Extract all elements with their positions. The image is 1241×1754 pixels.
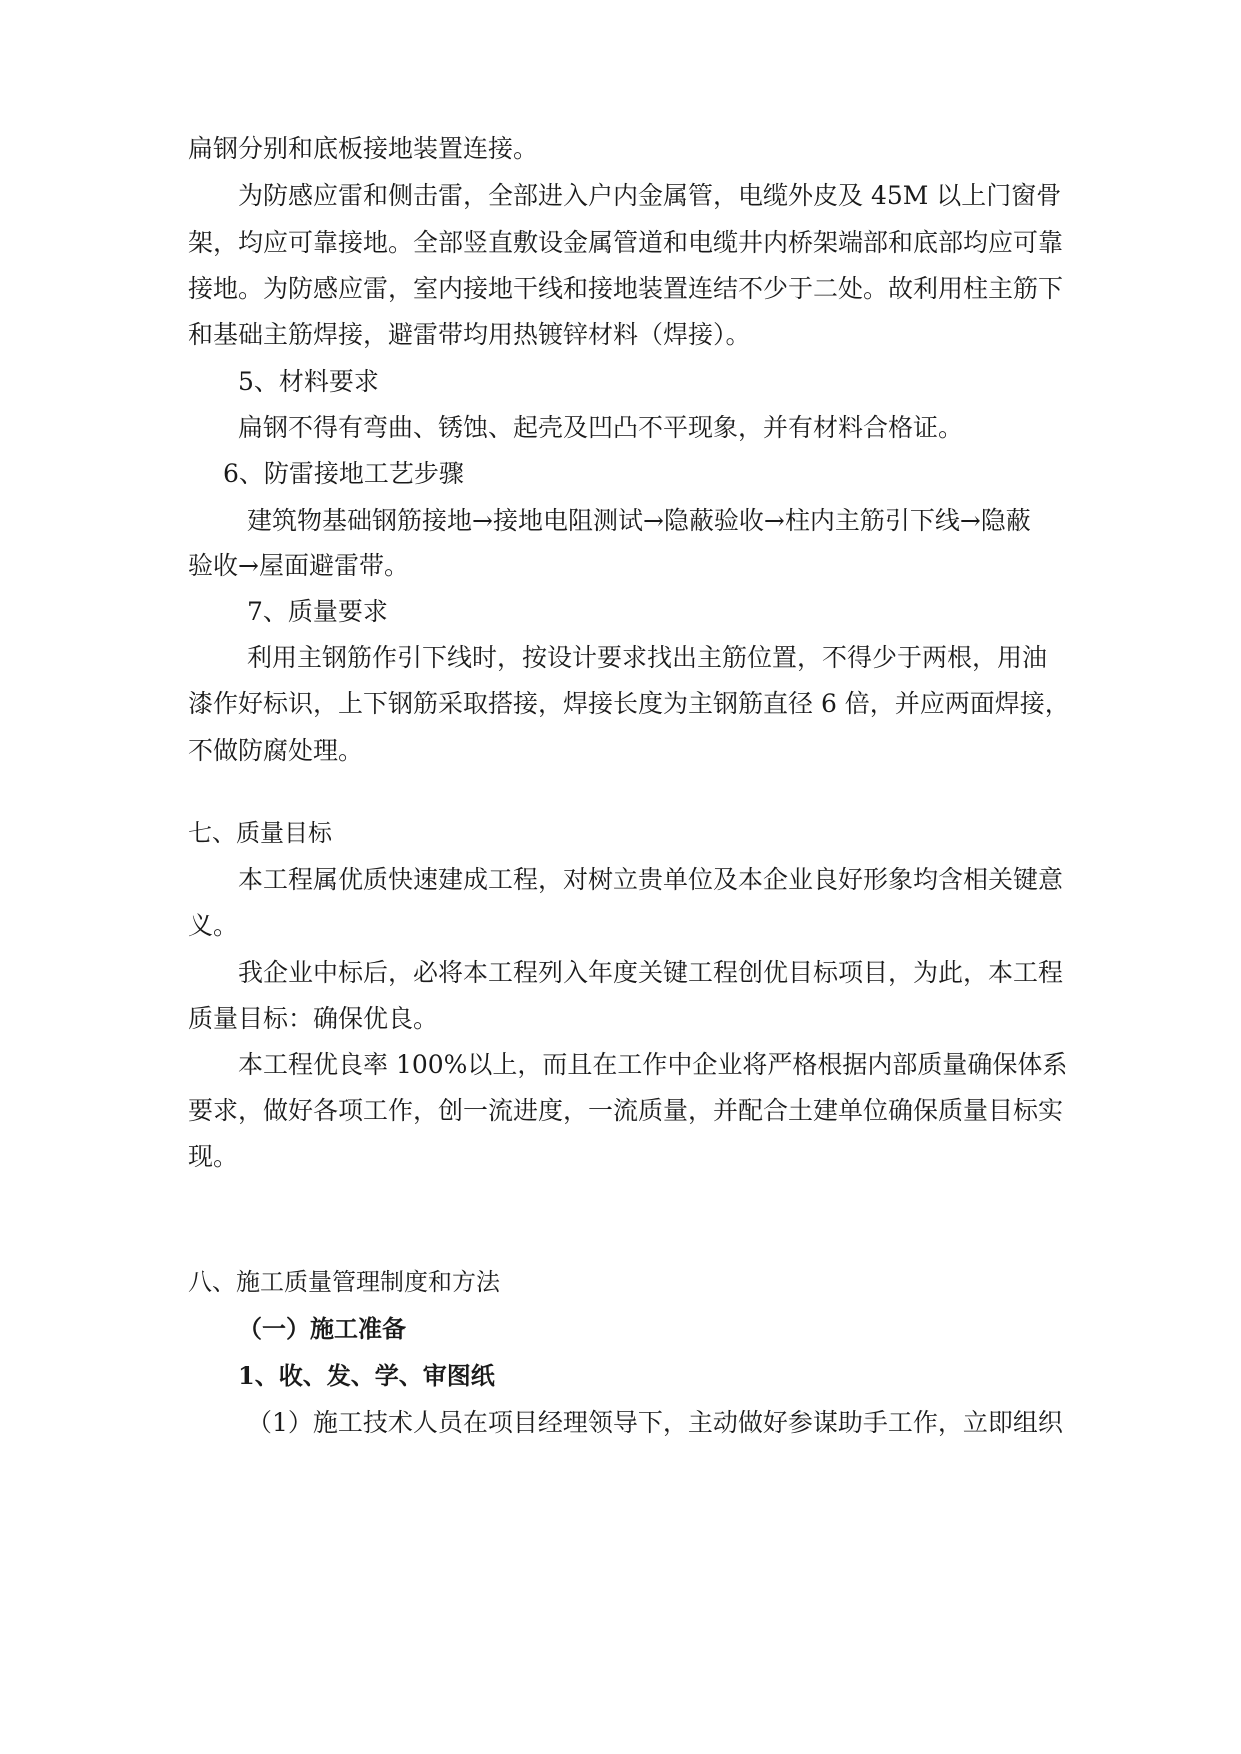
section-heading-quality-goals: 七、质量目标 xyxy=(188,819,332,847)
paragraph-project-quality: 本工程属优质快速建成工程，对树立贵单位及本企业良好形象均含相关键意 xyxy=(238,865,1064,894)
paragraph-excellence-rate: 本工程优良率 100%以上，而且在工作中企业将严格根据内部质量确保体系 xyxy=(238,1050,1068,1079)
body-text-line: 接地。为防感应雷，室内接地干线和接地装置连结不少于二处。故利用柱主筋下 xyxy=(188,274,1064,303)
body-text-line: 漆作好标识，上下钢筋采取搭接，焊接长度为主钢筋直径 6 倍，并应两面焊接， xyxy=(188,689,1070,718)
body-text-line: 扁钢不得有弯曲、锈蚀、起壳及凹凸不平现象，并有材料合格证。 xyxy=(238,413,964,442)
body-text-line: 义。 xyxy=(188,911,239,940)
body-text-line: 质量目标：确保优良。 xyxy=(188,1004,439,1033)
body-text-line: 验收→屋面避雷带。 xyxy=(188,551,409,580)
body-text-line: 要求，做好各项工作，创一流进度，一流质量，并配合土建单位确保质量目标实 xyxy=(188,1096,1064,1125)
paragraph-technical-staff: （1）施工技术人员在项目经理领导下，主动做好参谋助手工作，立即组织 xyxy=(247,1408,1063,1437)
body-text-line: 不做防腐处理。 xyxy=(188,736,364,765)
subheading-construction-preparation: （一）施工准备 xyxy=(238,1314,406,1343)
paragraph-lightning-protection: 为防感应雷和侧击雷，全部进入户内金属管，电缆外皮及 45M 以上门窗骨 xyxy=(238,181,1062,210)
body-text-line: 和基础主筋焊接，避雷带均用热镀锌材料（焊接）。 xyxy=(188,320,751,349)
subheading-quality-requirements: 7、质量要求 xyxy=(247,597,388,626)
body-text-line: 架，均应可靠接地。全部竖直敷设金属管道和电缆井内桥架端部和底部均应可靠 xyxy=(188,228,1064,257)
paragraph-bid-commitment: 我企业中标后，必将本工程列入年度关键工程创优目标项目，为此，本工程 xyxy=(238,958,1064,987)
body-text-line: 现。 xyxy=(188,1142,239,1171)
subheading-grounding-process: 6、防雷接地工艺步骤 xyxy=(223,459,464,488)
process-steps-line: 建筑物基础钢筋接地→接地电阻测试→隐蔽验收→柱内主筋引下线→隐蔽 xyxy=(247,506,1031,535)
paragraph-down-conductor: 利用主钢筋作引下线时，按设计要求找出主筋位置，不得少于两根，用油 xyxy=(247,643,1048,672)
subheading-material-requirements: 5、材料要求 xyxy=(238,367,379,396)
subheading-drawings: 1、收、发、学、审图纸 xyxy=(238,1361,495,1390)
body-text-line: 扁钢分别和底板接地装置连接。 xyxy=(188,134,539,163)
section-heading-quality-management: 八、施工质量管理制度和方法 xyxy=(188,1268,500,1296)
